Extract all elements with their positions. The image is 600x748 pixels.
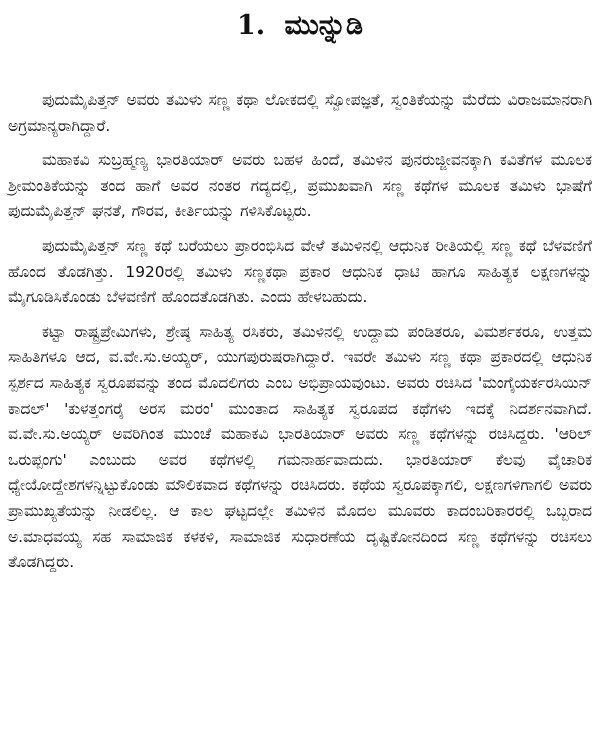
chapter-title: ಮುನ್ನುಡಿ	[284, 10, 364, 41]
paragraph-4: ಕಟ್ಟಾ ರಾಷ್ಟ್ರಪ್ರೇಮಿಗಳು, ಶ್ರೇಷ್ಠ ಸಾಹಿತ್ಯ ರಸಿಕರು, ತಮಿಳಿನಲ್ಲಿ ಉದ್ದಾಮ ಪಂಡಿತರೂ, ವಿಮರ್ಶಕರೂ, ಉತ್ತಮ ಸಾಹಿತಿಗಳೂ ಆದ, ವ.ವೇ.ಸು.ಅಯ್ಯರ್, ಯುಗಪುರುಷರಾಗಿದ್ದಾರೆ. ಇವರೇ ತಮಿಳು ಸಣ್ಣ ಕಥಾ ಪ್ರಕಾರದಲ್ಲಿ ಆಧುನಿಕ ಸ್ಪರ್ಶದ ಸಾಹಿತ್ಯಕ ಸ್ವರೂಪವನ್ನು ತಂದ ಮೊದಲಿಗರು ಎಂಬ ಅಭಿಪ್ರಾಯವುಂಟು. ಅವರು ರಚಿಸಿದ 'ಮಂಗೈಯರ್ಕರಸಿಯಿನ್ ಕಾದಲ್' 'ಕುಳತ್ತಂಗರೈ ಅರಸ ಮರಂ' ಮುಂತಾದ ಸಾಹಿತ್ಯಕ ಸ್ವರೂಪದ ಕಥೆಗಳು ಇದಕ್ಕೆ ನಿದರ್ಶನವಾಗಿದೆ. ವ.ವೇ.ಸು.ಅಯ್ಯರ್ ಅವರಿಗಿಂತ ಮುಂಚೆ ಮಹಾಕವಿ ಭಾರತಿಯಾರ್ ಅವರು ಸಣ್ಣ ಕಥೆಗಳನ್ನು ರಚಿಸಿದ್ದರು. 'ಆರಿಲ್ ಒರುಪ್ಪಂಗು' ಎಂಬುದು ಅವರ ಕಥೆಗಳಲ್ಲಿ ಗಮನಾರ್ಹವಾದುದು. ಭಾರತಿಯಾರ್ ಕೆಲವು ವೈಚಾರಿಕ ಧ್ಯೇಯೋದ್ದೇಶಗಳನ್ನಿಟ್ಟುಕೊಂಡು ಮೌಲಿಕವಾದ ಕಥೆಗಳನ್ನು ರಚಿಸಿದರು. ಕಥೆಯ ಸ್ವರೂಪಕ್ಕಾಗಲಿ, ಲಕ್ಷಣಗಳಿಗಾಗಲಿ ಅವರು ಪ್ರಾಮುಖ್ಯತೆಯನ್ನು ನೀಡಲಿಲ್ಲ. ಆ ಕಾಲ ಘಟ್ಟದಲ್ಲೇ ತಮಿಳಿನ ಮೊದಲ ಮೂವರು ಕಾದಂಬರಿಕಾರರಲ್ಲಿ ಒಬ್ಬರಾದ ಅ.ಮಾಧವಯ್ಯ ಸಹ ಸಾಮಾಜಿಕ ಕಳಕಳಿ, ಸಾಮಾಜಿಕ ಸುಧಾರಣೆಯ ದೃಷ್ಟಿಕೋನದಿಂದ ಸಣ್ಣ ಕಥೆಗಳನ್ನು ರಚಿಸಲು ತೊಡಗಿದ್ದರು.	[8, 322, 592, 572]
body-text	[8, 88, 592, 576]
paragraph-2: ಮಹಾಕವಿ ಸುಬ್ರಹ್ಮಣ್ಯ ಭಾರತಿಯಾರ್ ಅವರು ಬಹಳ ಹಿಂದೆ, ತಮಿಳಿನ ಪುನರುಜ್ಜೀವನಕ್ಕಾಗಿ ಕವಿತೆಗಳ ಮೂಲಕ ಶ್ರೀಮಂತಿಕೆಯನ್ನು ತಂದ ಹಾಗೆ ಅವರ ನಂತರ ಗದ್ಯದಲ್ಲಿ, ಪ್ರಮುಖವಾಗಿ ಸಣ್ಣ ಕಥೆಗಳ ಮೂಲಕ ತಮಿಳು ಭಾಷೆಗೆ ಪುದುಮೈಪಿತ್ತನ್ ಘನತೆ, ಗೌರವ, ಕೀರ್ತಿಯನ್ನು ಗಳಿಸಿಕೊಟ್ಟರು.	[8, 151, 592, 221]
paragraph-1: ಪುದುಮೈಪಿತ್ತನ್ ಅವರು ತಮಿಳು ಸಣ್ಣ ಕಥಾ ಲೋಕದಲ್ಲಿ ಸ್ವೋಪಜ್ಞತೆ, ಸ್ವಂತಿಕೆಯನ್ನು ಮೆರೆದು ವಿರಾಜಮಾನರಾಗಿ ಅಗ್ರಮಾನ್ಯರಾಗಿದ್ದಾರೆ.	[8, 91, 592, 135]
paragraph-3: ಪುದುಮೈಪಿತ್ತನ್ ಸಣ್ಣ ಕಥೆ ಬರೆಯಲು ಪ್ರಾರಂಭಿಸಿದ ವೇಳೆ ತಮಿಳಿನಲ್ಲಿ ಆಧುನಿಕ ರೀತಿಯಲ್ಲಿ ಸಣ್ಣ ಕಥೆ ಬೆಳವಣಿಗೆ ಹೊಂದ ತೊಡಗಿತ್ತು. 1920ರಲ್ಲಿ ತಮಿಳು ಸಣ್ಣಕಥಾ ಪ್ರಕಾರ ಆಧುನಿಕ ಧಾಟಿ ಹಾಗೂ ಸಾಹಿತ್ಯಕ ಲಕ್ಷಣಗಳನ್ನು ಮೈಗೂಡಿಸಿಕೊಂಡು ಬೆಳವಣಿಗೆ ಹೊಂದತೊಡಗಿತು. ಎಂದು ಹೇಳಬಹುದು.	[8, 236, 592, 307]
chapter-heading	[8, 4, 592, 48]
chapter-number: 1.	[236, 10, 266, 41]
